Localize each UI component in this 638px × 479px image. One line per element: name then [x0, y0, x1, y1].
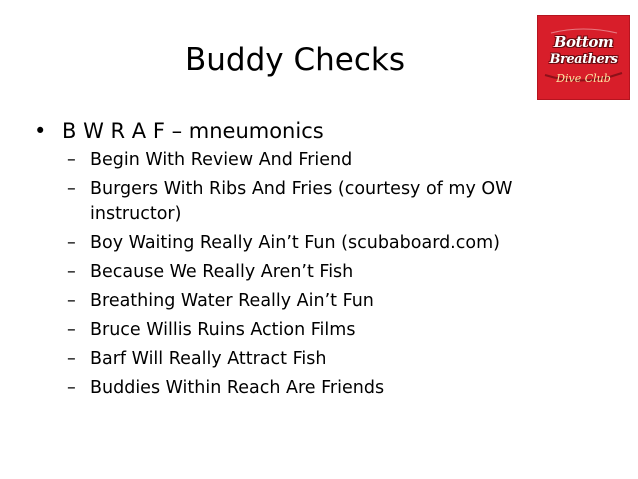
dash-marker: –: [67, 349, 76, 369]
dash-marker: –: [67, 262, 76, 282]
list-item-text: Breathing Water Really Ain’t Fun: [90, 291, 374, 311]
main-bullet: [34, 117, 324, 145]
dash-marker: –: [67, 179, 76, 199]
list-item: [67, 289, 567, 314]
list-item: [67, 177, 567, 227]
list-item: [67, 376, 567, 401]
dash-marker: –: [67, 233, 76, 253]
bullet-marker: •: [34, 119, 47, 143]
dash-marker: –: [67, 150, 76, 170]
list-item-text: Begin With Review And Friend: [90, 150, 353, 170]
list-item: [67, 148, 567, 173]
logo-text-bottom: Bottom: [553, 33, 614, 51]
slide-title: Buddy Checks: [185, 42, 405, 78]
dive-club-logo: [537, 15, 630, 100]
list-item-text: Barf Will Really Attract Fish: [90, 349, 327, 369]
dash-marker: –: [67, 378, 76, 398]
list-item: [67, 260, 567, 285]
list-item-text: Buddies Within Reach Are Friends: [90, 378, 385, 398]
mnemonic-list: [67, 148, 567, 405]
list-item: [67, 347, 567, 372]
main-bullet-text: B W R A F – mneumonics: [62, 119, 324, 143]
list-item-text: Because We Really Aren’t Fish: [90, 262, 354, 282]
dash-marker: –: [67, 291, 76, 311]
logo-text-dive-club: Dive Club: [556, 72, 611, 85]
list-item: [67, 231, 567, 256]
list-item-text: Bruce Willis Ruins Action Films: [90, 320, 356, 340]
list-item: [67, 318, 567, 343]
list-item-text: Boy Waiting Really Ain’t Fun (scubaboard.com): [90, 233, 500, 253]
list-item-text: Burgers With Ribs And Fries (courtesy of my OW instructor): [90, 179, 513, 224]
logo-text-breathers: Breathers: [549, 52, 618, 67]
dash-marker: –: [67, 320, 76, 340]
